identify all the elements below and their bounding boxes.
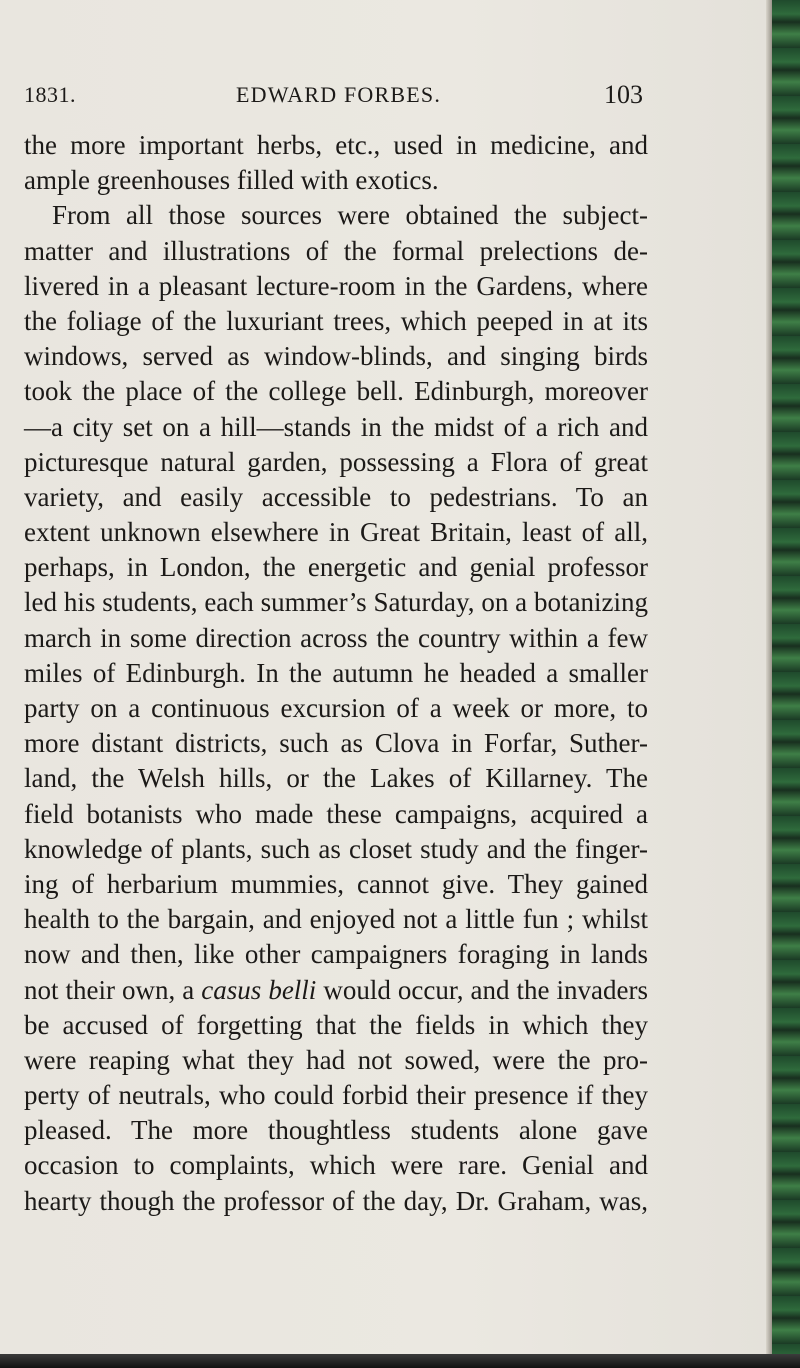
- page-number: 103: [604, 80, 643, 109]
- text-line: land, the Welsh hills, or the Lakes of Killarney. The: [24, 763, 648, 794]
- text-line: windows, served as window-blinds, and singing birds: [24, 341, 648, 372]
- text-line: led his students, each summer’s Saturday, on a botanizing: [24, 587, 648, 618]
- text-line: now and then, like other campaigners foraging in lands: [24, 939, 648, 970]
- text-line: be accused of forgetting that the fields in which they: [24, 1009, 648, 1040]
- text-line: livered in a pleasant lecture-room in the Gardens, where: [24, 270, 648, 301]
- text-line: field botanists who made these campaigns, acquired a: [24, 798, 648, 829]
- text-segment: would occur, and the invaders: [316, 974, 648, 1005]
- text-line: variety, and easily accessible to pedestrians. To an: [24, 481, 648, 512]
- text-line: health to the bargain, and enjoyed not a little fun ; whilst: [24, 904, 648, 935]
- text-line: pleased. The more thoughtless students alone gave: [24, 1115, 648, 1146]
- text-line: party on a continuous excursion of a week or more, to: [24, 693, 648, 723]
- text-line: matter and illustrations of the formal prelections de-: [24, 235, 648, 266]
- text-line: From all those sources were obtained the subject-: [52, 200, 648, 231]
- running-title: EDWARD FORBES.: [236, 82, 442, 107]
- text-line: more distant districts, such as Clova in Forfar, Suther-: [24, 728, 648, 759]
- text-line: knowledge of plants, such as closet study and the finger-: [24, 833, 648, 864]
- text-line-casus-belli: [24, 973, 648, 1008]
- text-line: extent unknown elsewhere in Great Britain, least of all,: [24, 517, 648, 548]
- bottom-edge: [0, 1354, 800, 1368]
- text-line: perhaps, in London, the energetic and genial professor: [24, 552, 648, 583]
- text-line: took the place of the college bell. Edinburgh, moreover: [24, 376, 648, 407]
- text-line: perty of neutrals, who could forbid their presence if they: [24, 1080, 648, 1111]
- text-segment: not their own, a: [24, 974, 202, 1005]
- running-header: [0, 80, 772, 114]
- text-line: occasion to complaints, which were rare. Genial and: [24, 1150, 648, 1181]
- body-text: [24, 128, 648, 1219]
- text-line: were reaping what they had not sowed, were the pro-: [24, 1044, 648, 1075]
- book-binding: [772, 0, 800, 1368]
- text-line: —a city set on a hill—stands in the midst of a rich and: [24, 411, 648, 442]
- text-line: hearty though the professor of the day, Dr. Graham, was,: [24, 1185, 648, 1216]
- text-line: picturesque natural garden, possessing a Flora of great: [24, 446, 648, 477]
- text-line: ing of herbarium mummies, cannot give. They gained: [24, 868, 648, 899]
- text-line: march in some direction across the country within a few: [24, 622, 648, 653]
- text-line: the more important herbs, etc., used in medicine, and: [24, 130, 648, 160]
- text-line: the foliage of the luxuriant trees, which peeped in at its: [24, 305, 648, 336]
- text-line: miles of Edinburgh. In the autumn he headed a smaller: [24, 657, 648, 688]
- text-line: ample greenhouses filled with exotics.: [24, 165, 439, 196]
- header-year: 1831.: [24, 82, 76, 107]
- italic-phrase: casus belli: [201, 974, 317, 1005]
